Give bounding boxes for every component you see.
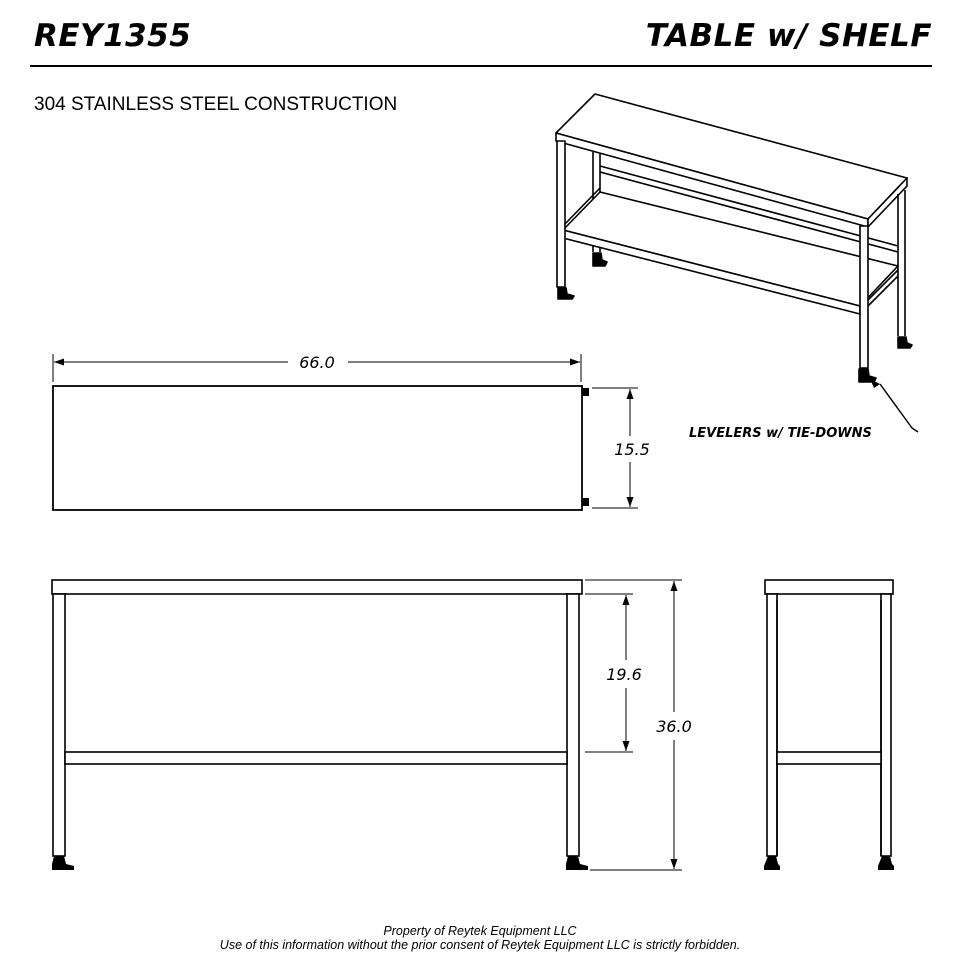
footer-notice: Use of this information without the prior consent of Reytek Equipment LLC is strictly forbidden.	[219, 938, 741, 952]
model-number: REY1355	[34, 18, 192, 54]
material-note: 304 STAINLESS STEEL CONSTRUCTION	[34, 94, 398, 115]
width-dimension-label: 66.0	[299, 353, 335, 372]
leveler-callout: LEVELERS w/ TIE-DOWNS	[689, 426, 872, 441]
side-view	[764, 580, 894, 870]
front-leveler-right	[566, 856, 588, 870]
depth-dimension-label: 15.5	[614, 440, 650, 459]
top-view	[53, 354, 638, 510]
front-view	[52, 580, 682, 870]
height-dimension-label: 36.0	[656, 717, 692, 736]
leveler-leader	[880, 384, 918, 432]
product-title: TABLE w/ SHELF	[645, 18, 932, 54]
shelf-gap-dimension-label: 19.6	[606, 665, 642, 684]
footer-ownership: Property of Reytek Equipment LLC	[383, 924, 577, 938]
side-leveler-right	[878, 856, 894, 870]
side-leveler-left	[764, 856, 780, 870]
front-leveler-left	[52, 856, 74, 870]
isometric-view	[556, 94, 918, 432]
